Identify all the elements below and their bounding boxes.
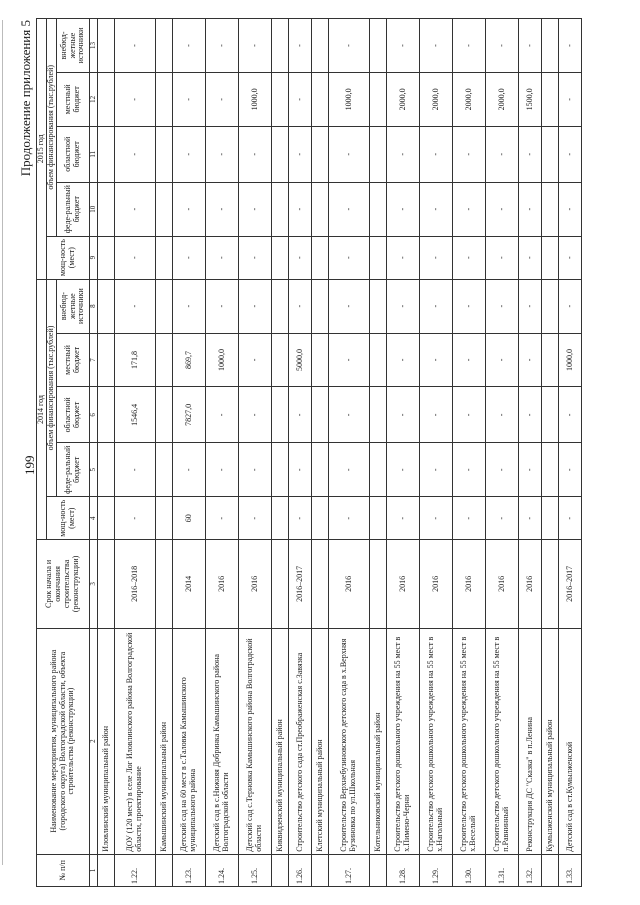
empty-cell bbox=[370, 497, 387, 540]
header-fed-2015: феде-ральный бюджет bbox=[57, 182, 90, 236]
colnum: 1 bbox=[90, 854, 98, 886]
value-cell: - bbox=[289, 236, 312, 279]
header-capacity-2014: мощ-ность (мест) bbox=[47, 497, 90, 540]
empty-cell bbox=[312, 72, 329, 126]
value-cell: - bbox=[115, 279, 156, 333]
district-section-row bbox=[312, 19, 329, 887]
empty-cell bbox=[312, 387, 329, 443]
value-cell: - bbox=[289, 182, 312, 236]
empty-cell bbox=[312, 333, 329, 387]
value-cell: - bbox=[420, 443, 453, 497]
object-name: Детский сад на 60 мест в с.Таловка Камышинского муниципального района bbox=[173, 628, 206, 854]
row-number: 1.23. bbox=[173, 854, 206, 886]
section-num-cell bbox=[542, 854, 559, 886]
value-cell: 1000,0 bbox=[239, 72, 272, 126]
empty-cell bbox=[312, 182, 329, 236]
value-cell: 1546,4 bbox=[115, 387, 156, 443]
value-cell: - bbox=[559, 236, 582, 279]
empty-cell bbox=[272, 279, 289, 333]
value-cell: 1000,0 bbox=[329, 72, 370, 126]
term-cell: 2016–2018 bbox=[115, 540, 156, 628]
value-cell: - bbox=[519, 443, 542, 497]
value-cell: - bbox=[486, 333, 519, 387]
value-cell: - bbox=[329, 443, 370, 497]
value-cell: - bbox=[206, 443, 239, 497]
value-cell: - bbox=[559, 443, 582, 497]
value-cell: 2000,0 bbox=[387, 72, 420, 126]
value-cell: - bbox=[420, 126, 453, 182]
empty-cell bbox=[156, 333, 173, 387]
header-funding-2015: объем финансирования (тыс.рублей) bbox=[47, 19, 57, 237]
table-header bbox=[37, 19, 98, 887]
empty-cell bbox=[542, 236, 559, 279]
value-cell: - bbox=[115, 236, 156, 279]
value-cell: - bbox=[559, 19, 582, 73]
value-cell: - bbox=[387, 236, 420, 279]
value-cell: - bbox=[239, 333, 272, 387]
empty-cell bbox=[312, 126, 329, 182]
section-num-cell bbox=[98, 854, 115, 886]
table-row bbox=[387, 19, 420, 887]
object-name: Строительство детского дошкольного учреждения на 55 мест в х.Веселый bbox=[453, 628, 486, 854]
value-cell: - bbox=[239, 497, 272, 540]
value-cell: - bbox=[486, 387, 519, 443]
colnum: 2 bbox=[90, 628, 98, 854]
value-cell: - bbox=[453, 182, 486, 236]
header-term: Срок начала и окончания строительства (реконструкции) bbox=[37, 540, 90, 628]
district-section-row bbox=[370, 19, 387, 887]
value-cell: 5000,0 bbox=[289, 333, 312, 387]
value-cell: - bbox=[206, 72, 239, 126]
empty-cell bbox=[370, 126, 387, 182]
value-cell: - bbox=[453, 443, 486, 497]
header-extra-2014: внебюд-жетные источники bbox=[57, 279, 90, 333]
value-cell: - bbox=[486, 279, 519, 333]
empty-cell bbox=[156, 387, 173, 443]
value-cell: - bbox=[173, 19, 206, 73]
value-cell: - bbox=[519, 19, 542, 73]
value-cell: - bbox=[206, 126, 239, 182]
empty-cell bbox=[98, 72, 115, 126]
empty-cell bbox=[272, 540, 289, 628]
value-cell: - bbox=[420, 387, 453, 443]
value-cell: - bbox=[173, 279, 206, 333]
value-cell: - bbox=[453, 236, 486, 279]
column-numbers-row bbox=[90, 19, 98, 887]
header-reg-2014: областной бюджет bbox=[57, 387, 90, 443]
value-cell: - bbox=[420, 279, 453, 333]
row-number: 1.33. bbox=[559, 854, 582, 886]
row-number: 1.24. bbox=[206, 854, 239, 886]
value-cell: - bbox=[115, 497, 156, 540]
district-section-row bbox=[98, 19, 115, 887]
value-cell: - bbox=[289, 443, 312, 497]
empty-cell bbox=[312, 19, 329, 73]
colnum: 13 bbox=[90, 19, 98, 73]
colnum: 9 bbox=[90, 236, 98, 279]
value-cell: - bbox=[329, 126, 370, 182]
value-cell: - bbox=[289, 387, 312, 443]
value-cell: - bbox=[519, 182, 542, 236]
empty-cell bbox=[542, 497, 559, 540]
empty-cell bbox=[98, 443, 115, 497]
empty-cell bbox=[272, 236, 289, 279]
empty-cell bbox=[98, 182, 115, 236]
value-cell: - bbox=[239, 182, 272, 236]
empty-cell bbox=[542, 72, 559, 126]
value-cell: - bbox=[115, 126, 156, 182]
value-cell: - bbox=[329, 182, 370, 236]
table-body bbox=[98, 19, 582, 887]
empty-cell bbox=[370, 236, 387, 279]
term-cell: 2016 bbox=[453, 540, 486, 628]
value-cell: 2000,0 bbox=[486, 72, 519, 126]
header-reg-2015: областной бюджет bbox=[57, 126, 90, 182]
object-name: Детский сад в с.Нижняя Добринка Камышинского района Волгоградской области bbox=[206, 628, 239, 854]
district-name: Котельниковский муниципальный район bbox=[370, 628, 387, 854]
empty-cell bbox=[272, 126, 289, 182]
value-cell: - bbox=[239, 387, 272, 443]
value-cell: 2000,0 bbox=[420, 72, 453, 126]
empty-cell bbox=[272, 72, 289, 126]
term-cell: 2016–2017 bbox=[559, 540, 582, 628]
value-cell: - bbox=[289, 126, 312, 182]
value-cell: - bbox=[206, 279, 239, 333]
value-cell: 1000,0 bbox=[206, 333, 239, 387]
colnum: 3 bbox=[90, 540, 98, 628]
empty-cell bbox=[156, 540, 173, 628]
table-row bbox=[486, 19, 519, 887]
value-cell: - bbox=[486, 126, 519, 182]
value-cell: - bbox=[519, 126, 542, 182]
object-name: Реконструкция ДС "Сказка" в п.Ленина bbox=[519, 628, 542, 854]
object-name: ДОУ (120 мест) в селе Лог Иловлинского района Волгоградской области, проектирование bbox=[115, 628, 156, 854]
empty-cell bbox=[542, 19, 559, 73]
object-name: Строительство детского сада ст.Преображенская с.Завязка bbox=[289, 628, 312, 854]
empty-cell bbox=[156, 279, 173, 333]
object-name: Строительство детского дошкольного учреждения на 55 мест в х.Нагольный bbox=[420, 628, 453, 854]
empty-cell bbox=[272, 497, 289, 540]
value-cell: - bbox=[387, 126, 420, 182]
empty-cell bbox=[312, 236, 329, 279]
value-cell: - bbox=[387, 279, 420, 333]
empty-cell bbox=[542, 126, 559, 182]
value-cell: - bbox=[519, 387, 542, 443]
term-cell: 2014 bbox=[173, 540, 206, 628]
colnum: 5 bbox=[90, 443, 98, 497]
colnum: 7 bbox=[90, 333, 98, 387]
table-row bbox=[115, 19, 156, 887]
empty-cell bbox=[370, 387, 387, 443]
value-cell: - bbox=[329, 19, 370, 73]
header-capacity-2015: мощ-ность (мест) bbox=[47, 236, 90, 279]
empty-cell bbox=[156, 19, 173, 73]
empty-cell bbox=[272, 443, 289, 497]
section-num-cell bbox=[370, 854, 387, 886]
term-cell: 2016 bbox=[420, 540, 453, 628]
empty-cell bbox=[370, 333, 387, 387]
object-name: Строительство Верхнебузиновского детского сада в х.Верхняя Бузиновка по ул.Школьная bbox=[329, 628, 370, 854]
value-cell: - bbox=[387, 387, 420, 443]
object-name: Строительство детского дошкольного учреждения на 55 мест в п.Равнинный bbox=[486, 628, 519, 854]
empty-cell bbox=[156, 182, 173, 236]
header-funding-2014: объем финансирования (тыс.рублей) bbox=[47, 279, 57, 497]
value-cell: - bbox=[519, 236, 542, 279]
value-cell: - bbox=[115, 443, 156, 497]
empty-cell bbox=[272, 182, 289, 236]
colnum: 6 bbox=[90, 387, 98, 443]
value-cell: - bbox=[420, 333, 453, 387]
empty-cell bbox=[542, 182, 559, 236]
value-cell: - bbox=[206, 182, 239, 236]
empty-cell bbox=[370, 182, 387, 236]
empty-cell bbox=[156, 497, 173, 540]
header-loc-2015: местный бюджет bbox=[57, 72, 90, 126]
row-number: 1.25. bbox=[239, 854, 272, 886]
colnum: 11 bbox=[90, 126, 98, 182]
value-cell: - bbox=[453, 333, 486, 387]
value-cell: - bbox=[486, 182, 519, 236]
empty-cell bbox=[272, 387, 289, 443]
empty-cell bbox=[98, 126, 115, 182]
empty-cell bbox=[98, 19, 115, 73]
table-row bbox=[453, 19, 486, 887]
header-num: № п/п bbox=[37, 854, 90, 886]
value-cell: - bbox=[206, 497, 239, 540]
empty-cell bbox=[542, 387, 559, 443]
term-cell: 2016 bbox=[329, 540, 370, 628]
term-cell: 2016–2017 bbox=[289, 540, 312, 628]
section-num-cell bbox=[272, 854, 289, 886]
term-cell: 2016 bbox=[486, 540, 519, 628]
section-num-cell bbox=[312, 854, 329, 886]
value-cell: - bbox=[206, 19, 239, 73]
value-cell: - bbox=[173, 126, 206, 182]
table-row bbox=[519, 19, 542, 887]
top-border-line bbox=[2, 20, 3, 865]
value-cell: - bbox=[559, 497, 582, 540]
value-cell: - bbox=[329, 497, 370, 540]
value-cell: 2000,0 bbox=[453, 72, 486, 126]
value-cell: - bbox=[289, 497, 312, 540]
value-cell: - bbox=[519, 279, 542, 333]
value-cell: 60 bbox=[173, 497, 206, 540]
empty-cell bbox=[272, 333, 289, 387]
empty-cell bbox=[98, 333, 115, 387]
term-cell: 2016 bbox=[519, 540, 542, 628]
object-name: Детский сад в ст.Кумылженской bbox=[559, 628, 582, 854]
empty-cell bbox=[312, 540, 329, 628]
table-row bbox=[289, 19, 312, 887]
value-cell: - bbox=[329, 279, 370, 333]
object-name: Детский сад с.Терновка Камышинского района Волгоградской области bbox=[239, 628, 272, 854]
value-cell: - bbox=[420, 497, 453, 540]
district-section-row bbox=[542, 19, 559, 887]
value-cell: - bbox=[559, 126, 582, 182]
table-row bbox=[173, 19, 206, 887]
value-cell: - bbox=[239, 443, 272, 497]
empty-cell bbox=[98, 236, 115, 279]
colnum: 8 bbox=[90, 279, 98, 333]
colnum: 4 bbox=[90, 497, 98, 540]
value-cell: - bbox=[289, 279, 312, 333]
empty-cell bbox=[370, 19, 387, 73]
district-section-row bbox=[156, 19, 173, 887]
empty-cell bbox=[98, 497, 115, 540]
funding-table bbox=[36, 18, 582, 887]
empty-cell bbox=[98, 387, 115, 443]
table-row bbox=[420, 19, 453, 887]
value-cell: - bbox=[387, 19, 420, 73]
value-cell: - bbox=[559, 182, 582, 236]
row-number: 1.29. bbox=[420, 854, 453, 886]
value-cell: - bbox=[206, 236, 239, 279]
row-number: 1.27. bbox=[329, 854, 370, 886]
value-cell: - bbox=[387, 182, 420, 236]
value-cell: 7827,0 bbox=[173, 387, 206, 443]
value-cell: - bbox=[420, 19, 453, 73]
page-number: 199 bbox=[22, 455, 37, 475]
value-cell: - bbox=[206, 387, 239, 443]
value-cell: - bbox=[239, 19, 272, 73]
district-name: Камышинский муниципальный район bbox=[156, 628, 173, 854]
value-cell: - bbox=[519, 333, 542, 387]
table-row bbox=[329, 19, 370, 887]
empty-cell bbox=[370, 540, 387, 628]
value-cell: - bbox=[486, 19, 519, 73]
section-num-cell bbox=[156, 854, 173, 886]
value-cell: - bbox=[239, 279, 272, 333]
empty-cell bbox=[156, 236, 173, 279]
term-cell: 2016 bbox=[206, 540, 239, 628]
value-cell: - bbox=[387, 333, 420, 387]
empty-cell bbox=[98, 540, 115, 628]
value-cell: - bbox=[453, 279, 486, 333]
empty-cell bbox=[542, 279, 559, 333]
value-cell: - bbox=[115, 19, 156, 73]
header-loc-2014: местный бюджет bbox=[57, 333, 90, 387]
value-cell: 1000,0 bbox=[559, 333, 582, 387]
value-cell: 1500,0 bbox=[519, 72, 542, 126]
table-row bbox=[559, 19, 582, 887]
value-cell: - bbox=[420, 236, 453, 279]
empty-cell bbox=[370, 443, 387, 497]
table-row bbox=[239, 19, 272, 887]
header-extra-2015: внебюд-жетные источники bbox=[57, 19, 90, 73]
value-cell: - bbox=[559, 387, 582, 443]
row-number: 1.22. bbox=[115, 854, 156, 886]
value-cell: - bbox=[115, 72, 156, 126]
empty-cell bbox=[542, 540, 559, 628]
empty-cell bbox=[98, 279, 115, 333]
value-cell: - bbox=[115, 182, 156, 236]
header-year-2015: 2015 год bbox=[37, 19, 47, 280]
row-number: 1.32. bbox=[519, 854, 542, 886]
value-cell: - bbox=[453, 126, 486, 182]
value-cell: 171,8 bbox=[115, 333, 156, 387]
value-cell: - bbox=[486, 236, 519, 279]
empty-cell bbox=[312, 497, 329, 540]
empty-cell bbox=[156, 126, 173, 182]
row-number: 1.30. bbox=[453, 854, 486, 886]
district-name: Иловлинский муниципальный район bbox=[98, 628, 115, 854]
empty-cell bbox=[542, 333, 559, 387]
header-fed-2014: феде-ральный бюджет bbox=[57, 443, 90, 497]
object-name: Строительство детского дошкольного учреждения на 55 мест в х.Пимено-Черни bbox=[387, 628, 420, 854]
appendix-caption: Продолжение приложения 5 bbox=[18, 20, 33, 177]
value-cell: - bbox=[387, 443, 420, 497]
empty-cell bbox=[272, 19, 289, 73]
colnum: 12 bbox=[90, 72, 98, 126]
value-cell: - bbox=[420, 182, 453, 236]
header-year-2014: 2014 год bbox=[37, 279, 47, 540]
empty-cell bbox=[370, 72, 387, 126]
value-cell: - bbox=[173, 236, 206, 279]
value-cell: - bbox=[239, 126, 272, 182]
colnum: 10 bbox=[90, 182, 98, 236]
value-cell: - bbox=[559, 72, 582, 126]
district-name: Кумылженский муниципальный район bbox=[542, 628, 559, 854]
empty-cell bbox=[156, 443, 173, 497]
value-cell: - bbox=[486, 443, 519, 497]
empty-cell bbox=[312, 279, 329, 333]
value-cell: - bbox=[173, 72, 206, 126]
value-cell: - bbox=[239, 236, 272, 279]
value-cell: - bbox=[329, 387, 370, 443]
row-number: 1.28. bbox=[387, 854, 420, 886]
value-cell: - bbox=[329, 333, 370, 387]
district-section-row bbox=[272, 19, 289, 887]
value-cell: - bbox=[289, 72, 312, 126]
value-cell: - bbox=[173, 182, 206, 236]
value-cell: - bbox=[559, 279, 582, 333]
row-number: 1.26. bbox=[289, 854, 312, 886]
row-number: 1.31. bbox=[486, 854, 519, 886]
value-cell: - bbox=[387, 497, 420, 540]
empty-cell bbox=[312, 443, 329, 497]
header-name: Наименование мероприятия, муниципального района (городского округа) Волгоградской области, объекта строительства (реконструкции) bbox=[37, 628, 90, 854]
district-name: Клетский муниципальный район bbox=[312, 628, 329, 854]
value-cell: - bbox=[173, 443, 206, 497]
term-cell: 2016 bbox=[387, 540, 420, 628]
value-cell: - bbox=[453, 387, 486, 443]
value-cell: - bbox=[519, 497, 542, 540]
empty-cell bbox=[370, 279, 387, 333]
district-name: Киквидзенский муниципальный район bbox=[272, 628, 289, 854]
term-cell: 2016 bbox=[239, 540, 272, 628]
value-cell: 869,7 bbox=[173, 333, 206, 387]
table-row bbox=[206, 19, 239, 887]
empty-cell bbox=[156, 72, 173, 126]
value-cell: - bbox=[453, 497, 486, 540]
value-cell: - bbox=[453, 19, 486, 73]
value-cell: - bbox=[329, 236, 370, 279]
empty-cell bbox=[542, 443, 559, 497]
value-cell: - bbox=[289, 19, 312, 73]
value-cell: - bbox=[486, 497, 519, 540]
